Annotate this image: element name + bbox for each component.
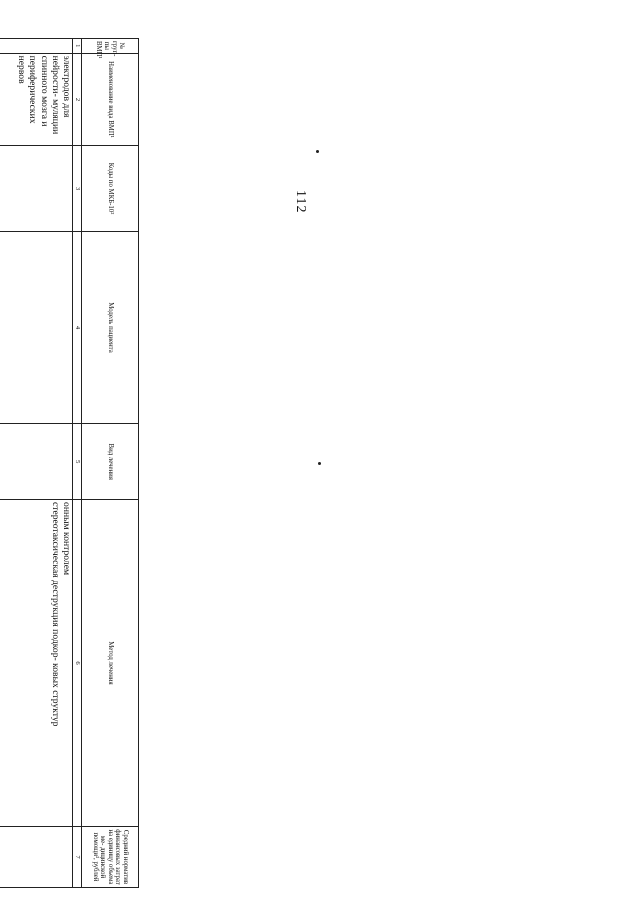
cell-treatment [0,424,73,500]
column-number: 4 [73,231,82,424]
dot-mark [318,462,321,465]
cell-name: электродов для нейрости- муляции спинного мозга и периферических нервов [0,53,73,146]
cell-methods [0,500,73,827]
column-number: 5 [73,424,82,500]
header-cost: Средний норматив финансовых затрат на единицу объема ме- дицинской помощи³, рублей [82,826,139,887]
header-name: Наименование вида ВМП¹ [82,53,139,146]
column-number: 6 [73,500,82,827]
page-number: 112 [293,190,308,214]
column-number: 2 [73,53,82,146]
cell-codes [0,146,73,231]
method-item: онным контролем [61,502,72,576]
rotated-table-sheet [0,38,139,888]
header-method: Метод лечения [82,500,139,827]
column-number-row [73,39,82,888]
header-group: № груп- пы ВМП¹ [82,39,139,54]
header-row [82,39,139,888]
column-number: 3 [73,146,82,231]
header-codes: Коды по МКБ-10² [82,146,139,231]
cell-patient [0,231,73,424]
header-patient: Модель пациента [82,231,139,424]
header-treatment: Вид лечения [82,424,139,500]
table-row [0,39,73,888]
method-item: стереотаксическая деструкция подкор- ковых структур [49,502,61,727]
vmp-table [0,38,139,888]
column-number: 1 [73,39,82,54]
cell-group [0,39,73,54]
dot-mark [316,150,319,153]
cell-cost [0,826,73,887]
column-number: 7 [73,826,82,887]
